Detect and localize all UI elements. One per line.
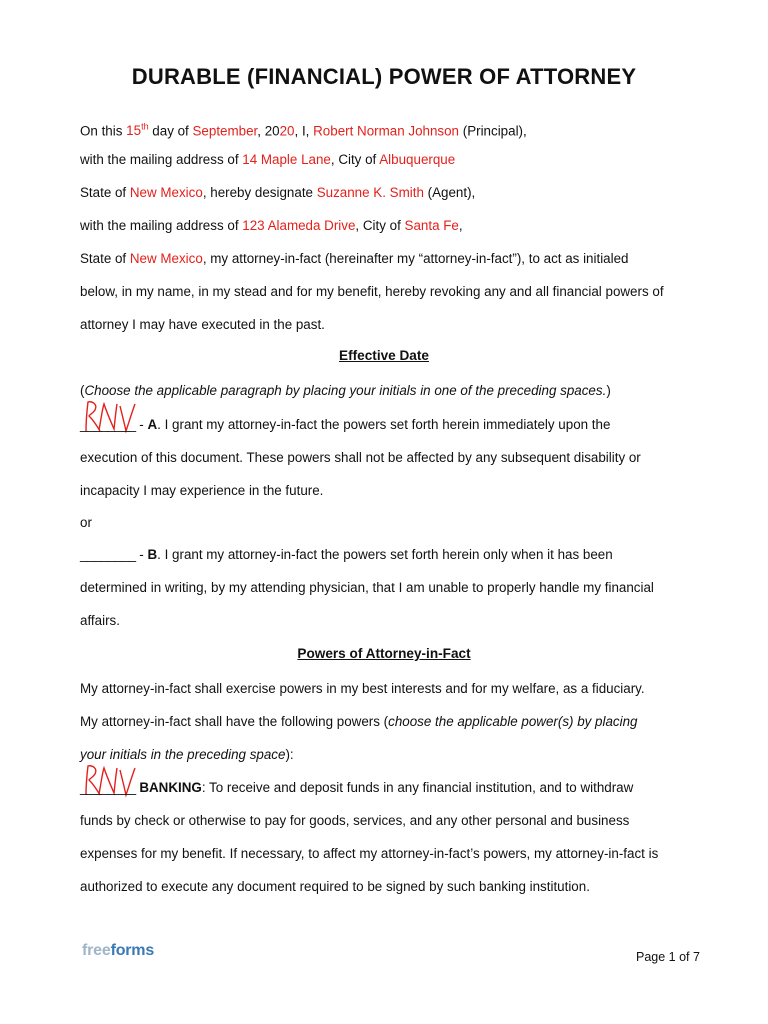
powers-heading: Powers of Attorney-in-Fact: [297, 646, 471, 661]
intro-line-5: State of New Mexico, my attorney-in-fact (hereinafter my “attorney-in-fact”), to act as initialed: [80, 251, 629, 266]
day-field: 15th: [126, 122, 149, 139]
option-b-line-2: determined in writing, by my attending physician, that I am unable to properly handle my financial: [80, 580, 654, 595]
intro-line-6: below, in my name, in my stead and for my benefit, hereby revoking any and all financial powers of: [80, 284, 664, 299]
freeforms-logo: freeforms: [82, 942, 155, 959]
banking-line-1: ________ BANKING: To receive and deposit funds in any financial institution, and to withdraw: [80, 780, 634, 795]
option-b-line-1: ________ - B. I grant my attorney-in-fact the powers set forth herein only when it has been: [80, 547, 613, 562]
text: (Principal),: [459, 123, 527, 139]
agent-state-field: New Mexico: [129, 251, 203, 266]
intro-line-2: with the mailing address of 14 Maple Lane, City of Albuquerque: [80, 152, 456, 167]
effective-instructions: (Choose the applicable paragraph by placing your initials in one of the preceding spaces.): [80, 383, 611, 398]
option-a-line-2: execution of this document. These powers shall not be affected by any subsequent disability or: [80, 450, 641, 465]
agent-name-field: Suzanne K. Smith: [316, 185, 424, 200]
intro-line-3: State of New Mexico, hereby designate Suzanne K. Smith (Agent),: [80, 185, 476, 200]
powers-line-1: My attorney-in-fact shall exercise powers in my best interests and for my welfare, as a fiduciary.: [80, 681, 645, 696]
principal-city-field: Albuquerque: [379, 152, 456, 167]
intro-line-7: attorney I may have executed in the past.: [80, 317, 325, 332]
year-field: 20: [279, 123, 295, 139]
principal-name-field: Robert Norman Johnson: [313, 123, 460, 139]
banking-line-3: expenses for my benefit. If necessary, to affect my attorney-in-fact’s powers, my attorney-in-fact is: [80, 846, 659, 861]
banking-line-2: funds by check or otherwise to pay for goods, services, and any other personal and business: [80, 813, 630, 828]
option-a-line-1: ________ - A. I grant my attorney-in-fact the powers set forth herein immediately upon the: [80, 417, 611, 432]
option-a-line-3: incapacity I may experience in the future.: [80, 483, 324, 498]
effective-date-heading: Effective Date: [339, 348, 429, 363]
month-field: September: [192, 123, 258, 139]
agent-city-field: Santa Fe: [404, 218, 459, 233]
intro-line-4: with the mailing address of 123 Alameda Drive, City of Santa Fe,: [80, 218, 463, 233]
intro-line-1: [80, 118, 720, 140]
principal-state-field: New Mexico: [129, 185, 203, 200]
text: , 20: [257, 123, 280, 139]
powers-line-3: your initials in the preceding space):: [80, 747, 294, 762]
principal-address-field: 14 Maple Lane: [242, 152, 331, 167]
document-title: DURABLE (FINANCIAL) POWER OF ATTORNEY: [131, 64, 637, 89]
option-b-line-3: affairs.: [80, 613, 120, 628]
or-text: or: [80, 515, 92, 530]
powers-line-2: My attorney-in-fact shall have the following powers (choose the applicable power(s) by placing: [80, 714, 638, 729]
text: day of: [148, 123, 193, 139]
banking-line-4: authorized to execute any document required to be signed by such banking institution.: [80, 879, 590, 894]
page-number: Page 1 of 7: [636, 950, 700, 964]
text: , I,: [294, 123, 314, 139]
agent-address-field: 123 Alameda Drive: [242, 218, 356, 233]
text: On this: [80, 123, 127, 139]
